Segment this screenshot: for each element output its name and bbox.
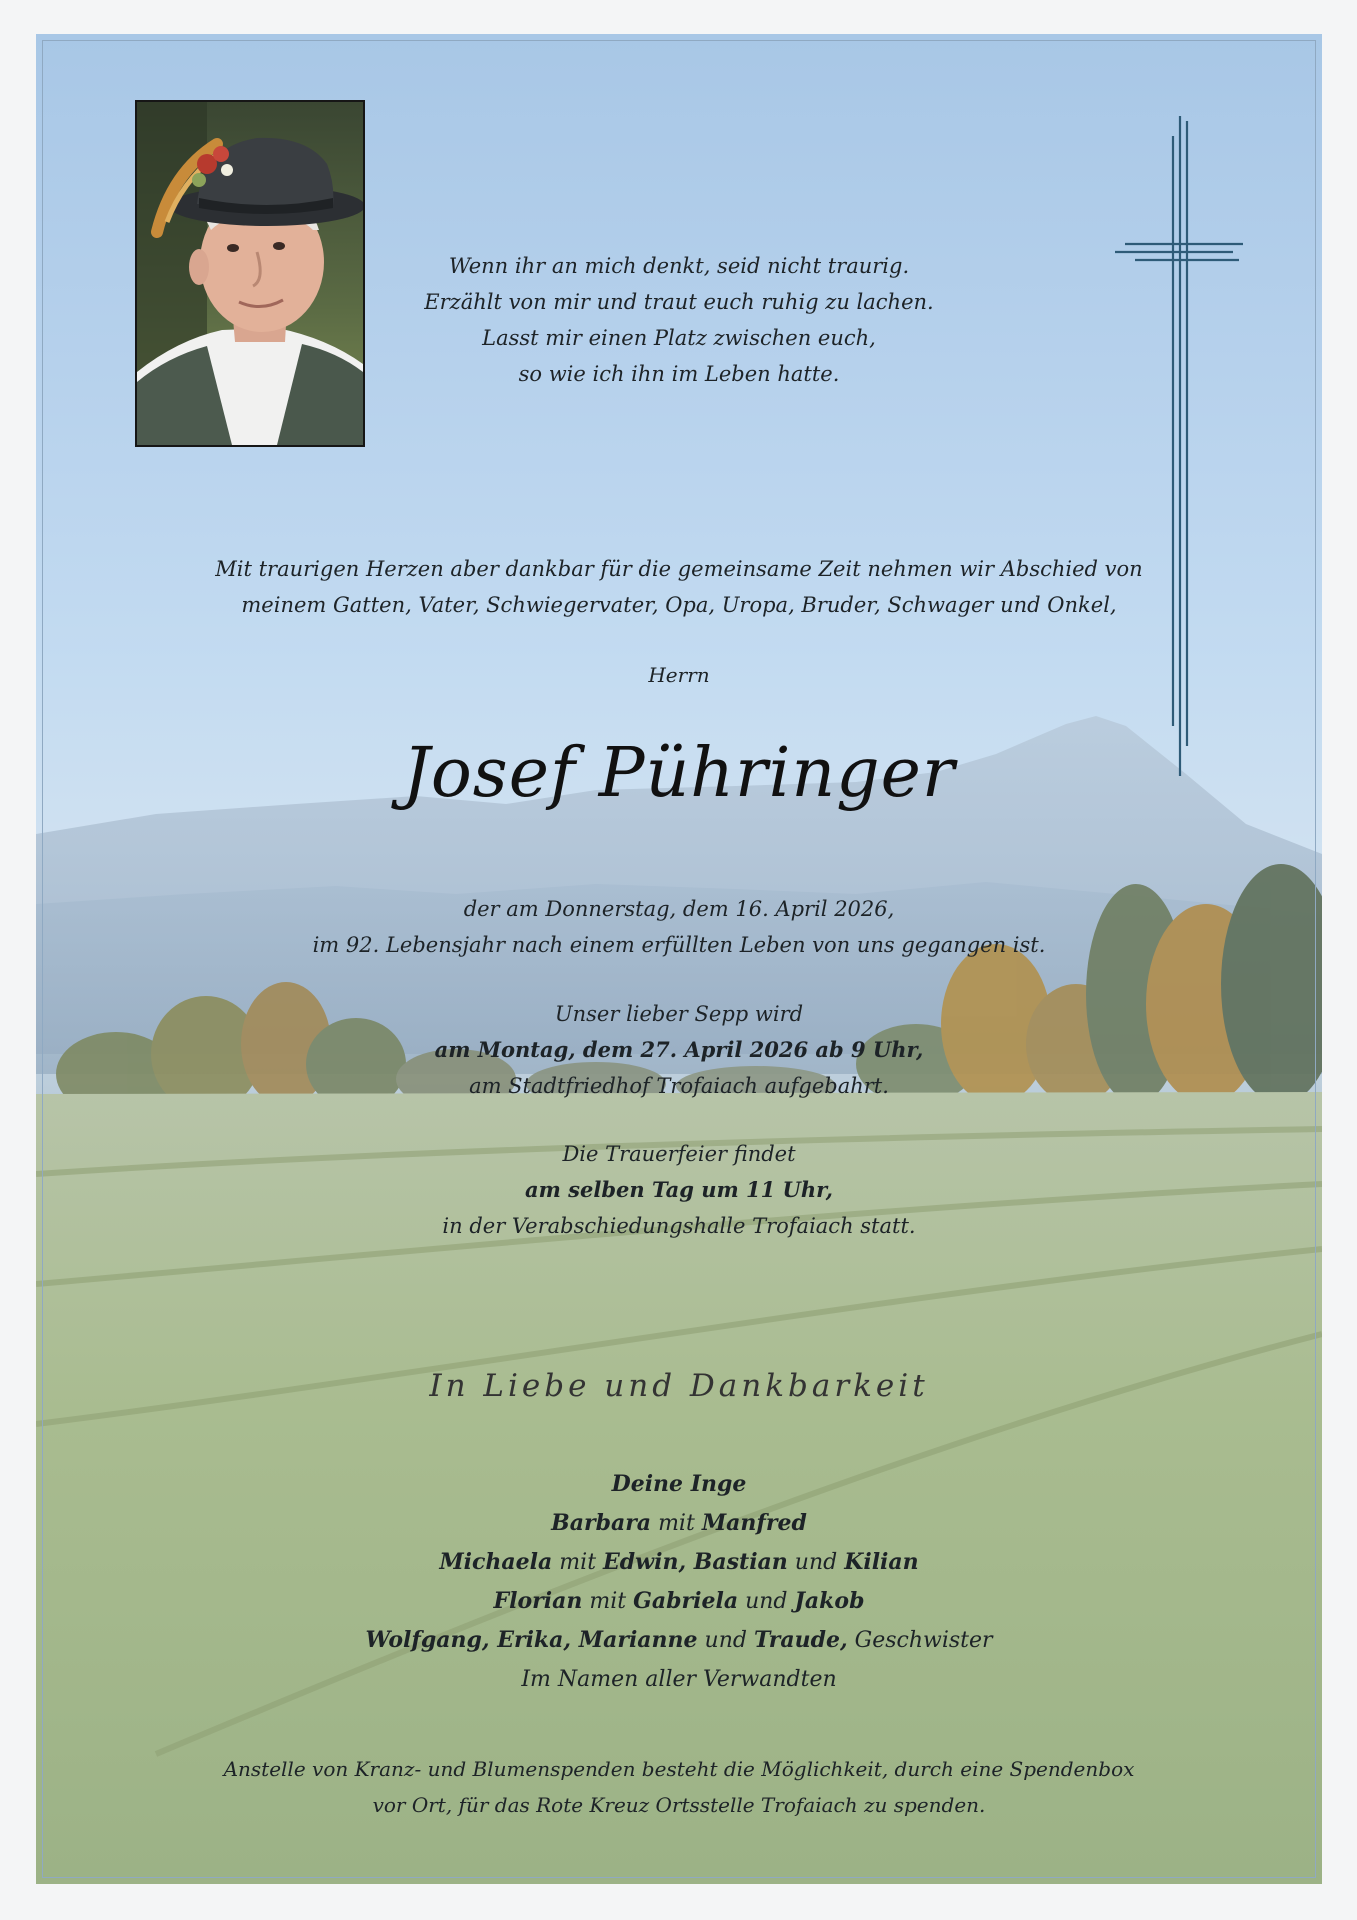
mourner-name: Edwin, Bastian <box>603 1549 788 1575</box>
intro-line: Mit traurigen Herzen aber dankbar für die gemeinsame Zeit nehmen wir Abschied von <box>215 557 1143 581</box>
mourner-name: Traude, <box>753 1627 848 1653</box>
mourner-name: Wolfgang, Erika, Marianne <box>365 1627 698 1653</box>
connector: mit <box>552 1550 604 1575</box>
funeral-line: Die Trauerfeier findet <box>562 1142 796 1166</box>
mourner-line <box>36 1465 1322 1504</box>
mourner-line <box>36 1621 1322 1660</box>
funeral-info <box>36 1136 1322 1244</box>
mourner-name: Michaela <box>439 1549 553 1575</box>
death-info <box>36 891 1322 963</box>
donation-note <box>36 1751 1322 1823</box>
death-line: im 92. Lebensjahr nach einem erfüllten Leben von uns gegangen ist. <box>312 933 1046 957</box>
poem-line: Erzählt von mir und traut euch ruhig zu lachen. <box>424 290 934 314</box>
poem-line: Wenn ihr an mich denkt, seid nicht traurig. <box>448 254 910 278</box>
intro-line: meinem Gatten, Vater, Schwiegervater, Opa, Uropa, Bruder, Schwager und Onkel, <box>241 593 1117 617</box>
mourners-list <box>36 1465 1322 1699</box>
mourner-name: Kilian <box>844 1549 919 1575</box>
mourner-name: Jakob <box>794 1588 865 1614</box>
viewing-info <box>36 996 1322 1104</box>
connector: und <box>787 1550 845 1575</box>
connector: mit <box>651 1511 702 1536</box>
mourner-line <box>36 1504 1322 1543</box>
mourner-name: Gabriela <box>633 1588 739 1614</box>
viewing-line: Unser lieber Sepp wird <box>554 1002 804 1026</box>
funeral-time: am selben Tag um 11 Uhr, <box>525 1177 833 1202</box>
mourner-name: Deine Inge <box>611 1471 747 1497</box>
donation-line: vor Ort, für das Rote Kreuz Ortsstelle Trofaiach zu spenden. <box>372 1793 986 1817</box>
mourner-name: Florian <box>493 1588 583 1614</box>
viewing-date: am Montag, dem 27. April 2026 ab 9 Uhr, <box>434 1037 924 1062</box>
connector: und <box>738 1589 795 1614</box>
death-line: der am Donnerstag, dem 16. April 2026, <box>463 897 895 921</box>
closing-phrase: In Liebe und Dankbarkeit <box>429 1368 929 1404</box>
donation-line: Anstelle von Kranz- und Blumenspenden besteht die Möglichkeit, durch eine Spendenbox <box>223 1757 1135 1781</box>
mourner-line: Im Namen aller Verwandten <box>521 1667 837 1692</box>
viewing-location: am Stadtfriedhof Trofaiach aufgebahrt. <box>469 1074 889 1098</box>
poem <box>36 248 1322 392</box>
deceased-name: Josef Pühringer <box>402 734 956 813</box>
mourner-name: Barbara <box>551 1510 652 1536</box>
mourner-name: Manfred <box>701 1510 807 1536</box>
relation: Geschwister <box>847 1628 993 1653</box>
obituary-card <box>36 34 1322 1884</box>
connector: und <box>697 1628 754 1653</box>
poem-line: Lasst mir einen Platz zwischen euch, <box>482 326 876 350</box>
funeral-location: in der Verabschiedungshalle Trofaiach statt. <box>442 1214 916 1238</box>
salutation: Herrn <box>648 663 710 687</box>
connector: mit <box>582 1589 634 1614</box>
mourner-line <box>36 1582 1322 1621</box>
mourner-line <box>36 1543 1322 1582</box>
poem-line: so wie ich ihn im Leben hatte. <box>518 362 840 386</box>
intro-text <box>36 551 1322 623</box>
